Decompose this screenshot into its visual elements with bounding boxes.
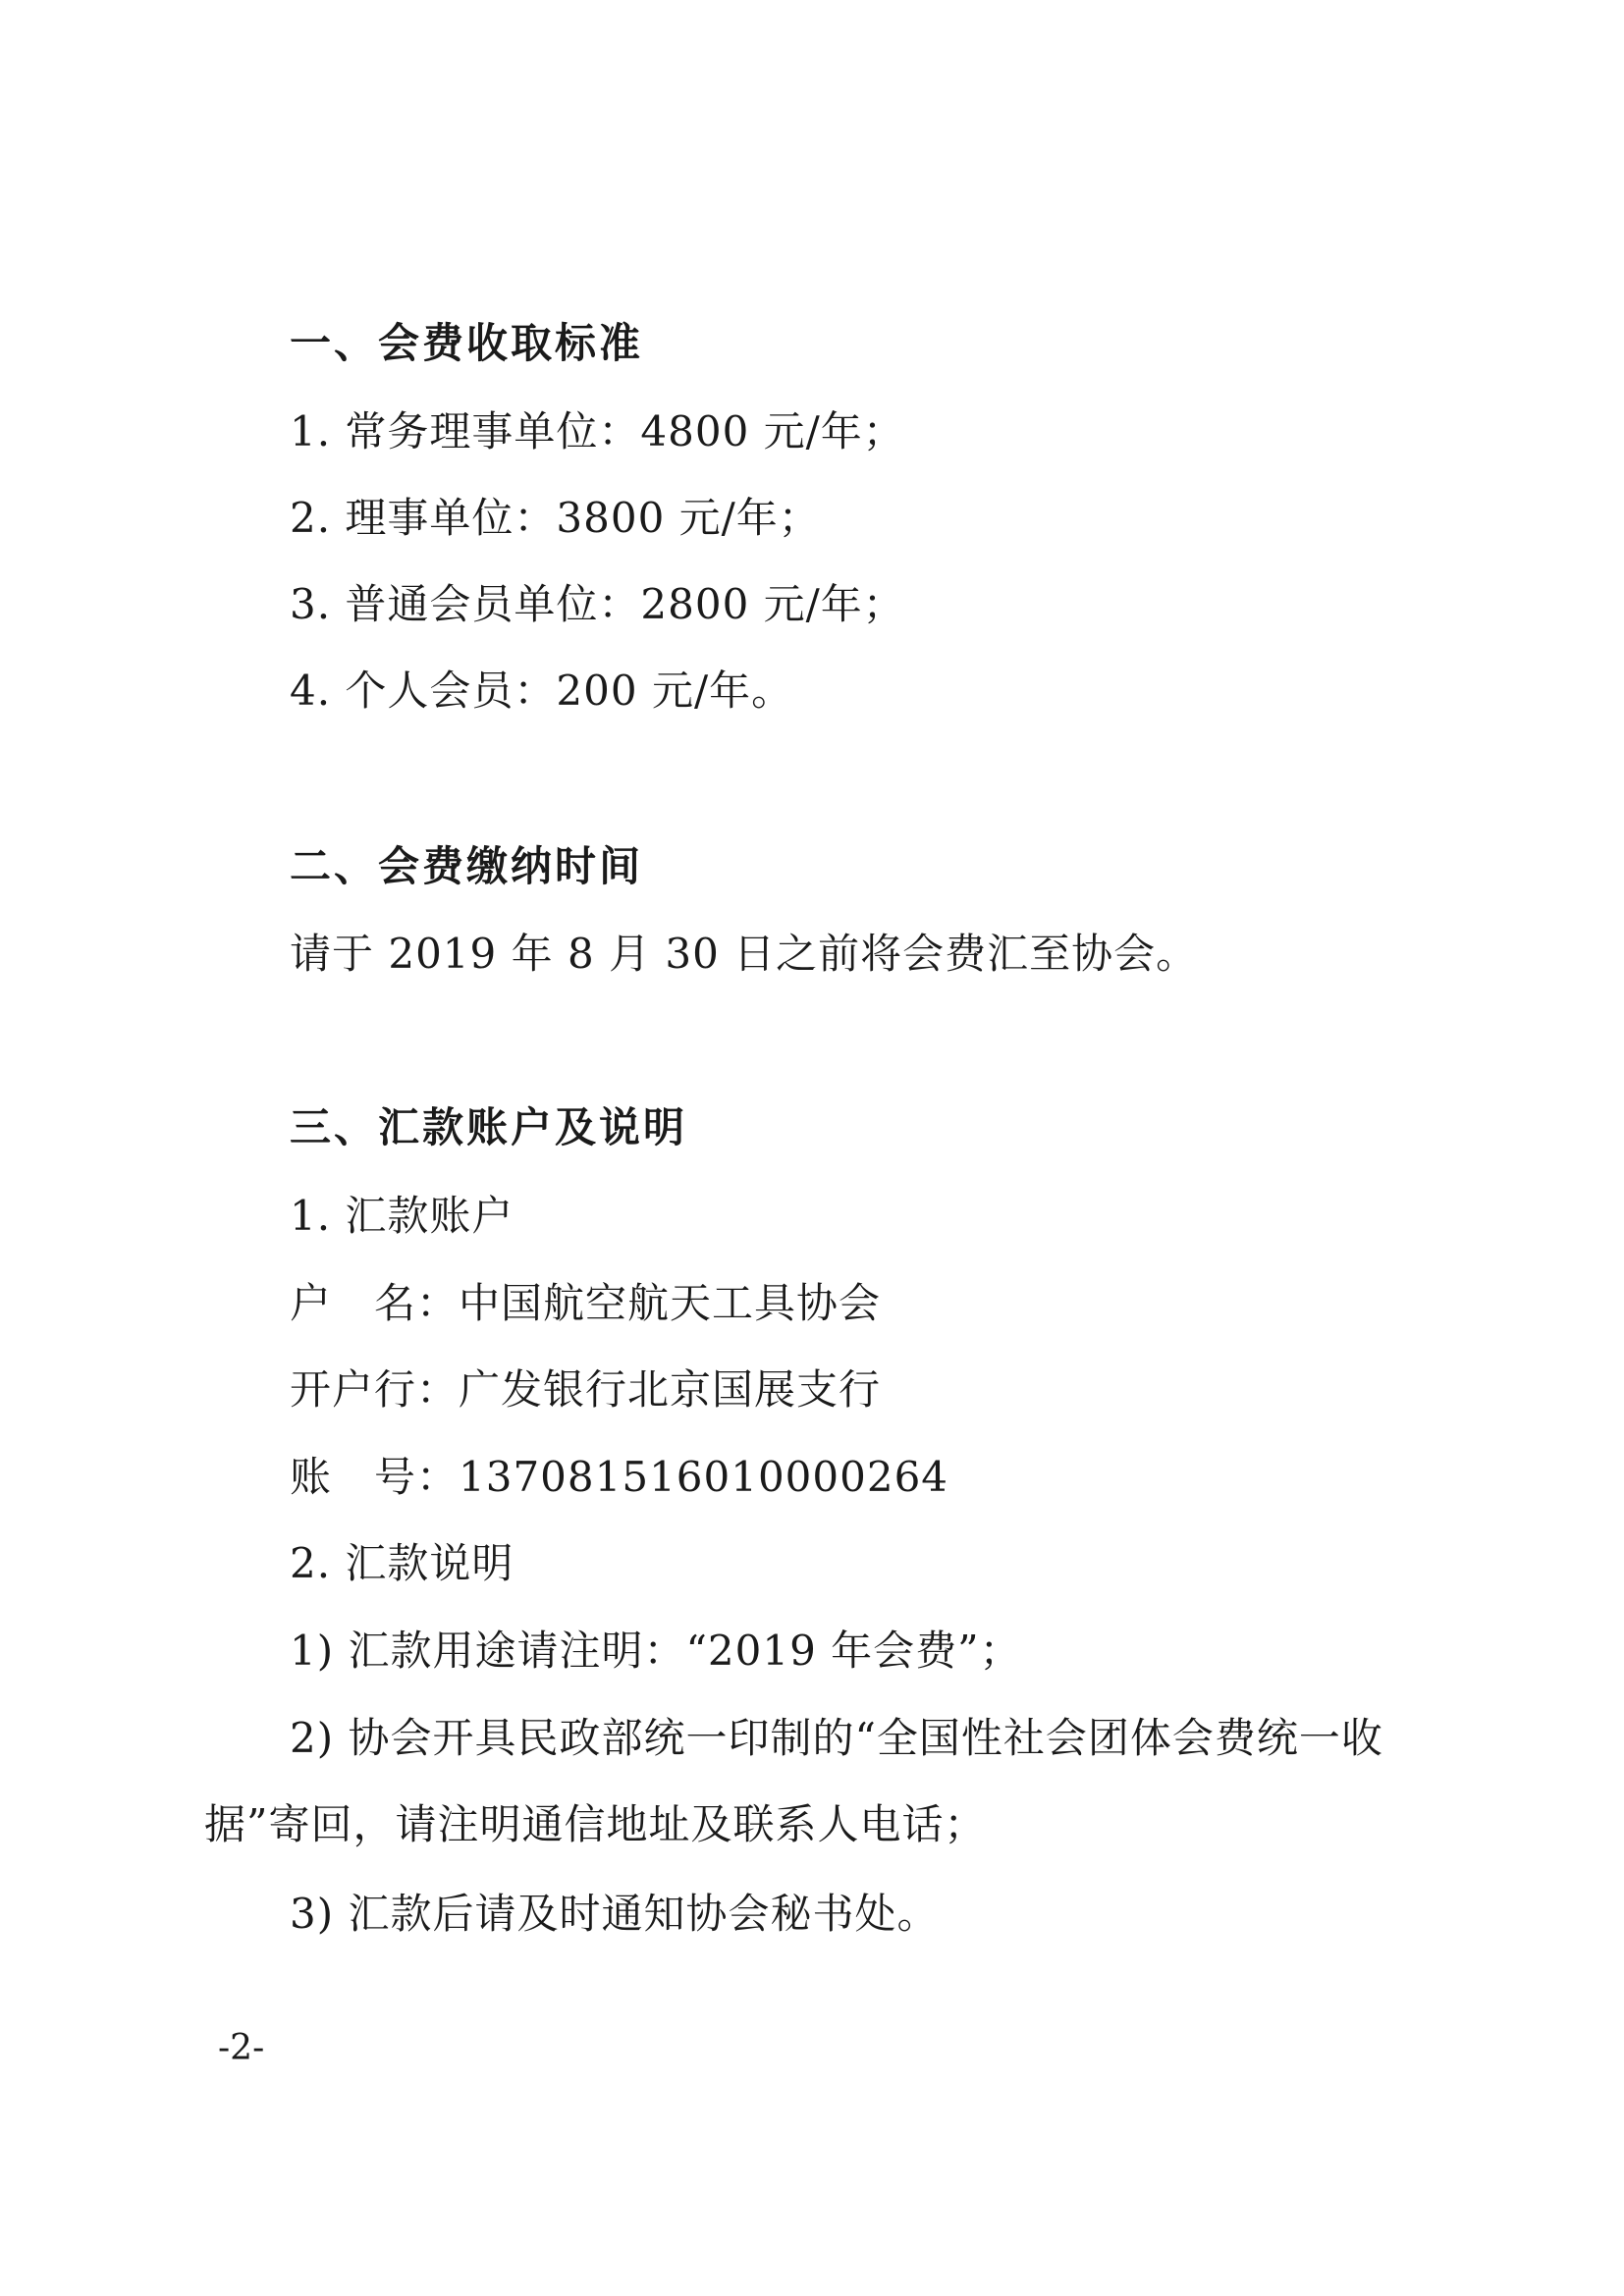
section1-heading: 一、会费收取标准: [290, 319, 644, 367]
account-title: 1. 汇款账户: [290, 1192, 514, 1240]
account-number-row: [290, 1450, 948, 1505]
note-1: 1) 汇款用途请注明：“2019 年会费”；: [290, 1627, 1022, 1675]
account-number-label: 账 号：: [290, 1453, 460, 1501]
note-3: 3) 汇款后请及时通知协会秘书处。: [290, 1890, 940, 1938]
notes-title: 2. 汇款说明: [290, 1539, 514, 1587]
bank-label: 开户行：: [290, 1365, 460, 1414]
account-name-value: 中国航空航天工具协会: [459, 1279, 882, 1327]
account-number-value: 137081516010000264: [459, 1453, 949, 1501]
page-number: -2-: [218, 2028, 265, 2068]
fee-item-2: 2. 理事单位：3800 元/年；: [290, 494, 821, 542]
fee-item-1: 1. 常务理事单位：4800 元/年；: [290, 407, 905, 455]
account-name-row: [290, 1276, 881, 1331]
account-name-label: 户 名：: [290, 1279, 460, 1327]
fee-item-3: 3. 普通会员单位：2800 元/年；: [290, 580, 905, 628]
note-2: 2) 协会开具民政部统一印制的“全国性社会团体会费统一收据”寄回，请注明通信地址及联系人电话；: [204, 1714, 1383, 1848]
fee-item-4: 4. 个人会员：200 元/年。: [290, 667, 794, 715]
bank-row: [290, 1362, 881, 1417]
section2-heading: 二、会费缴纳时间: [290, 842, 644, 890]
payment-deadline: 请于 2019 年 8 月 30 日之前将会费汇至协会。: [290, 930, 1199, 978]
section3-heading: 三、汇款账户及说明: [290, 1103, 688, 1151]
bank-value: 广发银行北京国展支行: [459, 1365, 882, 1414]
